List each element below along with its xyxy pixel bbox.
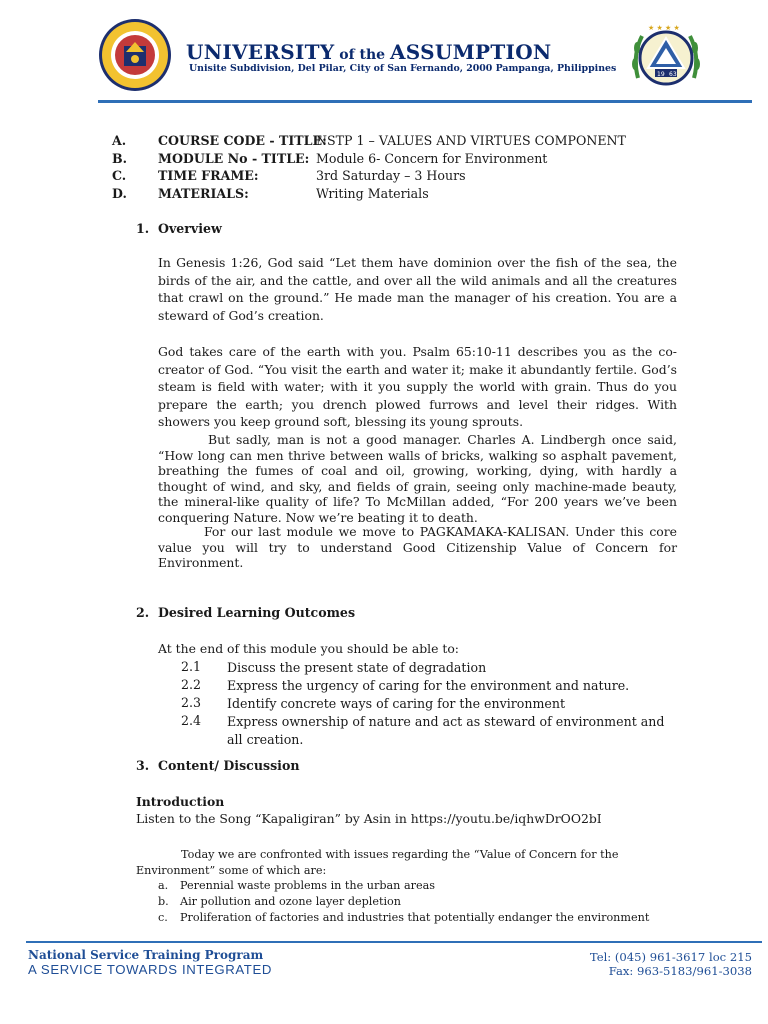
university-address: Unisite Subdivision, Del Pilar, City of San Fernando, 2000 Pampanga, Philippines [189, 63, 617, 74]
outcome-number: 2.4 [181, 713, 202, 728]
footer-tagline: A SERVICE TOWARDS INTEGRATED [28, 962, 272, 977]
seal-year-left: 19 [657, 71, 665, 78]
outcome-text: Express ownership of nature and act as steward of environment and all creation. [227, 714, 665, 747]
stars-icon: ★ ★ ★ ★ [648, 24, 680, 32]
footer-telephone: Tel: (045) 961-3617 loc 215 [589, 950, 752, 964]
outcome-text: Identify concrete ways of caring for the environment [227, 696, 566, 711]
info-letter: C. [112, 168, 127, 183]
info-label: COURSE CODE - TITLE: [158, 133, 327, 148]
overview-paragraph-2: God takes care of the earth with you. Psalm 65:10-11 describes you as the co-creator of God. “You visit the earth and water it; make it abundantly fertile. God’s steam is field with water; with it you supply the world with grain. Thus do you prepare the earth; you drench plowed furrows and level their ridges. With showers you keep ground soft, blessing its young sprouts. [158, 344, 677, 430]
section-number: 2. [136, 605, 150, 620]
header-divider [98, 100, 752, 103]
university-name-of-the: of the [334, 47, 390, 63]
info-letter: A. [112, 133, 127, 148]
introduction-heading: Introduction [136, 794, 225, 809]
section-title: Content/ Discussion [158, 758, 300, 773]
info-value: NSTP 1 – VALUES AND VIRTUES COMPONENT [316, 133, 626, 148]
outcome-text: Discuss the present state of degradation [227, 660, 487, 675]
listen-song-line: Listen to the Song “Kapaligiran” by Asin in https://youtu.be/iqhwDrOO2bI [136, 811, 602, 826]
issue-letter: c. [158, 911, 168, 924]
section-title: Desired Learning Outcomes [158, 605, 356, 620]
section-title: Overview [158, 221, 222, 236]
info-label: TIME FRAME: [158, 168, 259, 183]
outcome-text: Express the urgency of caring for the environment and nature. [227, 678, 630, 693]
info-value: Writing Materials [316, 186, 429, 201]
nstp-seal-right [628, 20, 704, 96]
university-name-part2: ASSUMPTION [389, 40, 552, 64]
issue-letter: a. [158, 879, 169, 892]
info-value: 3rd Saturday – 3 Hours [316, 168, 466, 183]
info-value: Module 6- Concern for Environment [316, 151, 548, 166]
section-number: 1. [136, 221, 150, 236]
outcome-number: 2.1 [181, 659, 202, 674]
info-label: MODULE No - TITLE: [158, 151, 310, 166]
issue-text: Proliferation of factories and industries that potentially endanger the environment [180, 911, 650, 924]
university-seal-left [98, 18, 172, 92]
today-paragraph: Today we are confronted with issues regarding the “Value of Concern for the Environment” some of which are: [136, 848, 619, 877]
university-name-part1: UNIVERSITY [186, 40, 335, 64]
issue-text: Perennial waste problems in the urban areas [180, 879, 435, 892]
overview-paragraph-1: In Genesis 1:26, God said “Let them have dominion over the fish of the sea, the birds of the air, and the cattle, and over all the wild animals and all the creatures that crawl on the ground.” He made man the manager of his creation. You are a steward of God’s creation. [158, 255, 677, 323]
section-number: 3. [136, 758, 150, 773]
outcome-number: 2.3 [181, 695, 202, 710]
overview-paragraph-4: For our last module we move to PAGKAMAKA-KALISAN. Under this core value you will try to understand Good Citizenship Value of Concern for Environment. [158, 524, 677, 571]
info-letter: D. [112, 186, 127, 201]
footer-divider [26, 941, 762, 943]
outcome-number: 2.2 [181, 677, 202, 692]
outcomes-intro: At the end of this module you should be able to: [158, 641, 459, 656]
seal-year-right: 63 [669, 71, 677, 78]
footer-program: National Service Training Program [28, 948, 264, 962]
info-label: MATERIALS: [158, 186, 249, 201]
issue-letter: b. [158, 895, 169, 908]
university-name [186, 40, 552, 64]
info-letter: B. [112, 151, 128, 166]
overview-paragraph-3: But sadly, man is not a good manager. Charles A. Lindbergh once said, “How long can men thrive between walls of bricks, walking so asphalt pavement, breathing the fumes of coal and oil, growing, working, dying, with hardly a thought of wind, and sky, and fields of grain, seeing only machine-made beauty, the mineral-like quality of life? To McMillan added, “For 200 years we’ve been conquering Nature. Now we’re beating it to death. [158, 432, 677, 525]
footer-fax: Fax: 963-5183/961-3038 [608, 964, 752, 978]
issue-text: Air pollution and ozone layer depletion [180, 895, 401, 908]
